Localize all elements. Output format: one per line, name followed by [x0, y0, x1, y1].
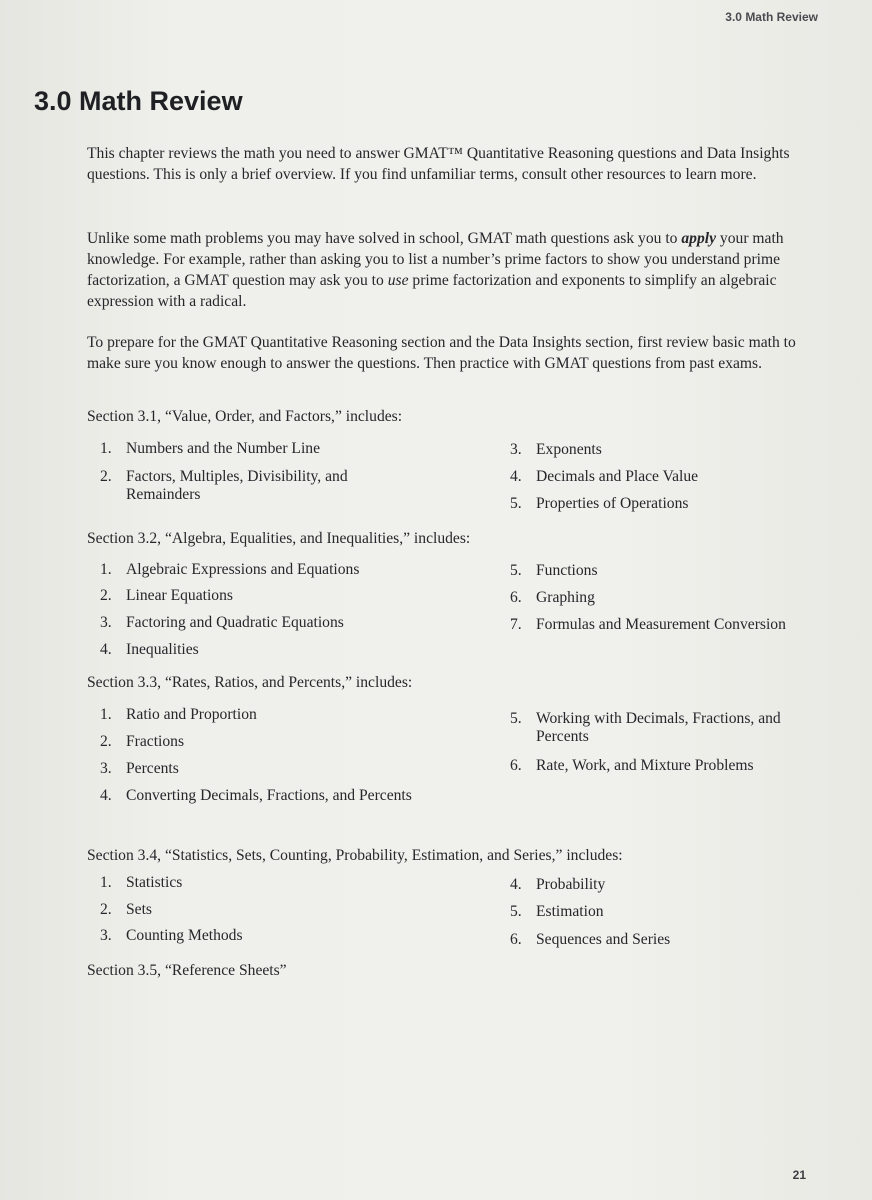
list-item: 1. Algebraic Expressions and Equations [100, 561, 360, 578]
prepare-paragraph: To prepare for the GMAT Quantitative Reasoning section and the Data Insights section, first review basic math to make sure you know enough to answer the questions. Then practice with GMAT questions from past exams. [87, 334, 796, 372]
list-item: 5. Estimation [510, 903, 604, 920]
list-item: 2. Factors, Multiples, Divisibility, and Remainders [100, 468, 348, 503]
list-item: 2. Linear Equations [100, 587, 233, 604]
emphasis-use: use [387, 272, 409, 289]
list-item: 1. Numbers and the Number Line [100, 440, 321, 457]
running-head: 3.0 Math Review [725, 10, 818, 24]
list-item: 1. Statistics [100, 874, 183, 891]
list-item: 5. Functions [510, 562, 598, 579]
section-3-1-heading: Section 3.1, “Value, Order, and Factors,” includes: [87, 408, 403, 425]
section-3-3-heading: Section 3.3, “Rates, Ratios, and Percents,” includes: [87, 674, 413, 691]
list-item: 6. Graphing [510, 589, 595, 606]
section-3-5-heading: Section 3.5, “Reference Sheets” [87, 962, 287, 979]
section-3-4-heading: Section 3.4, “Statistics, Sets, Counting, Probability, Estimation, and Series,” includes: [87, 847, 623, 864]
list-item: 4. Probability [510, 876, 606, 893]
apply-paragraph: Unlike some math problems you may have solved in school, GMAT math questions ask you to apply your math knowledge. For example, rather than asking you to list a number’s prime factors to show you understand prime factorization, a GMAT question may ask you to use prime factorization and exponents to simplify an algebraic expression with a radical. [87, 230, 784, 310]
list-item: 6. Rate, Work, and Mixture Problems [510, 757, 754, 774]
list-item: 3. Exponents [510, 441, 602, 458]
list-item: 7. Formulas and Measurement Conversion [510, 616, 786, 633]
list-item: 3. Percents [100, 760, 179, 777]
page-number: 21 [792, 1168, 806, 1182]
list-item: 4. Inequalities [100, 641, 199, 658]
intro-paragraph: This chapter reviews the math you need to answer GMAT™ Quantitative Reasoning questions and Data Insights questions. This is only a brief overview. If you find unfamiliar terms, consult other resources to learn more. [87, 145, 790, 183]
list-item: 1. Ratio and Proportion [100, 706, 257, 723]
list-item: 3. Factoring and Quadratic Equations [100, 614, 344, 631]
list-item: 2. Sets [100, 901, 152, 918]
list-item: 5. Properties of Operations [510, 495, 689, 512]
section-3-2-heading: Section 3.2, “Algebra, Equalities, and Inequalities,” includes: [87, 530, 471, 547]
list-item: 2. Fractions [100, 733, 185, 750]
list-item: 5. Working with Decimals, Fractions, and Percents [510, 710, 781, 745]
list-item: 6. Sequences and Series [510, 931, 671, 948]
list-item: 4. Converting Decimals, Fractions, and Percents [100, 787, 412, 804]
list-item: 3. Counting Methods [100, 927, 243, 944]
emphasis-apply: apply [681, 230, 717, 247]
list-item: 4. Decimals and Place Value [510, 468, 699, 485]
chapter-title: 3.0 Math Review [34, 86, 243, 116]
